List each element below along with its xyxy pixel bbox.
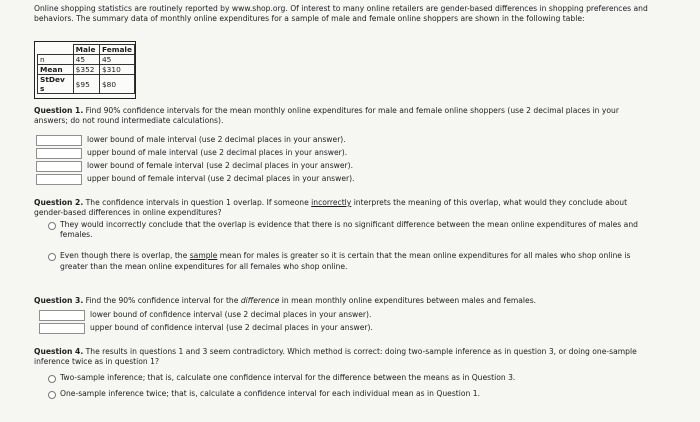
q2-option-1-line-2: females. bbox=[60, 230, 93, 239]
table-row bbox=[38, 65, 135, 75]
diff-lower-label: lower bound of confidence interval (use 2 decimal places in your answer). bbox=[90, 310, 372, 319]
male-upper-input[interactable] bbox=[36, 148, 82, 159]
intro-line-1: Online shopping statistics are routinely reported by www.shop.org. Of interest to many online retailers are gender-based differences in shopping preferences and bbox=[34, 4, 648, 13]
q2-line-2: gender-based differences in online expenditures? bbox=[34, 208, 222, 217]
q3-text-italic: difference bbox=[240, 296, 280, 305]
q1-label: Question 1. bbox=[34, 106, 84, 115]
q2-opt2-text-a: Even though there is overlap, the bbox=[60, 251, 190, 260]
table-cell: 45 bbox=[99, 55, 134, 65]
table-header-cell: Male bbox=[73, 45, 99, 55]
q3-line-1 bbox=[34, 296, 536, 307]
summary-table bbox=[37, 44, 135, 94]
diff-upper-label: upper bound of confidence interval (use 2 decimal places in your answer). bbox=[90, 323, 373, 332]
table-cell: $352 bbox=[73, 65, 99, 75]
q1-line-1 bbox=[34, 106, 619, 117]
q2-opt2-text-b: mean for males is greater so it is certain that the mean online expenditures for all males who shop online is bbox=[217, 251, 631, 260]
table-cell: n bbox=[38, 55, 74, 65]
q4-option-2-label: One-sample inference twice; that is, calculate a confidence interval for each individual mean as in Question 1. bbox=[60, 389, 480, 398]
q2-option-1-radio[interactable] bbox=[48, 222, 56, 230]
female-lower-label: lower bound of female interval (use 2 decimal places in your answer). bbox=[87, 161, 354, 170]
table-header-row bbox=[38, 45, 135, 55]
q1-text: Find 90% confidence intervals for the mean monthly online expenditures for male and female online shoppers (use 2 decimal places in your bbox=[83, 106, 619, 115]
q2-text-a: The confidence intervals in question 1 overlap. If someone bbox=[83, 198, 312, 207]
table-header-cell bbox=[38, 45, 74, 55]
table-cell: $95 bbox=[73, 75, 99, 94]
q4-line-2: inference twice as in question 1? bbox=[34, 357, 159, 366]
table-cell: StDev s bbox=[38, 75, 74, 94]
q2-option-2-line-2: greater than the mean online expenditures for all females who shop online. bbox=[60, 262, 348, 271]
q2-option-1-line-1: They would incorrectly conclude that the overlap is evidence that there is no significant difference between the mean online expenditures of males and bbox=[60, 220, 638, 229]
q4-line-1 bbox=[34, 347, 637, 358]
table-cell: $310 bbox=[99, 65, 134, 75]
table-cell: Mean bbox=[38, 65, 74, 75]
table-row bbox=[38, 55, 135, 65]
summary-table-frame bbox=[34, 41, 136, 99]
q4-text: The results in questions 1 and 3 seem contradictory. Which method is correct: doing two-sample inference as in question 3, or doing one-sample bbox=[83, 347, 637, 356]
female-lower-input[interactable] bbox=[36, 161, 82, 172]
male-upper-label: upper bound of male interval (use 2 decimal places in your answer). bbox=[87, 148, 348, 157]
table-row bbox=[38, 75, 135, 94]
q4-option-1-radio[interactable] bbox=[48, 375, 56, 383]
q2-text-underlined: incorrectly bbox=[311, 198, 352, 207]
q2-text-b: interprets the meaning of this overlap, what would they conclude about bbox=[351, 198, 628, 207]
diff-upper-input[interactable] bbox=[39, 323, 85, 334]
female-upper-input[interactable] bbox=[36, 174, 82, 185]
q3-text-a: Find the 90% confidence interval for the bbox=[83, 296, 241, 305]
table-cell: $80 bbox=[99, 75, 134, 94]
q1-line-2: answers; do not round intermediate calculations). bbox=[34, 116, 224, 125]
q2-opt2-underlined: sample bbox=[189, 251, 218, 260]
q3-label: Question 3. bbox=[34, 296, 84, 305]
table-cell: 45 bbox=[73, 55, 99, 65]
q2-line-1 bbox=[34, 198, 627, 209]
female-upper-label: upper bound of female interval (use 2 decimal places in your answer). bbox=[87, 174, 355, 183]
male-lower-label: lower bound of male interval (use 2 decimal places in your answer). bbox=[87, 135, 346, 144]
male-lower-input[interactable] bbox=[36, 135, 82, 146]
q3-text-b: in mean monthly online expenditures between males and females. bbox=[279, 296, 537, 305]
q4-option-1-label: Two-sample inference; that is, calculate one confidence interval for the difference between the means as in Question 3. bbox=[60, 373, 516, 382]
q2-label: Question 2. bbox=[34, 198, 84, 207]
diff-lower-input[interactable] bbox=[39, 310, 85, 321]
table-header-cell: Female bbox=[99, 45, 134, 55]
q4-label: Question 4. bbox=[34, 347, 84, 356]
intro-line-2: behaviors. The summary data of monthly online expenditures for a sample of male and female online shoppers are shown in the following table: bbox=[34, 14, 585, 23]
q2-option-2-line-1 bbox=[60, 251, 630, 262]
q2-option-2-radio[interactable] bbox=[48, 253, 56, 261]
q4-option-2-radio[interactable] bbox=[48, 391, 56, 399]
